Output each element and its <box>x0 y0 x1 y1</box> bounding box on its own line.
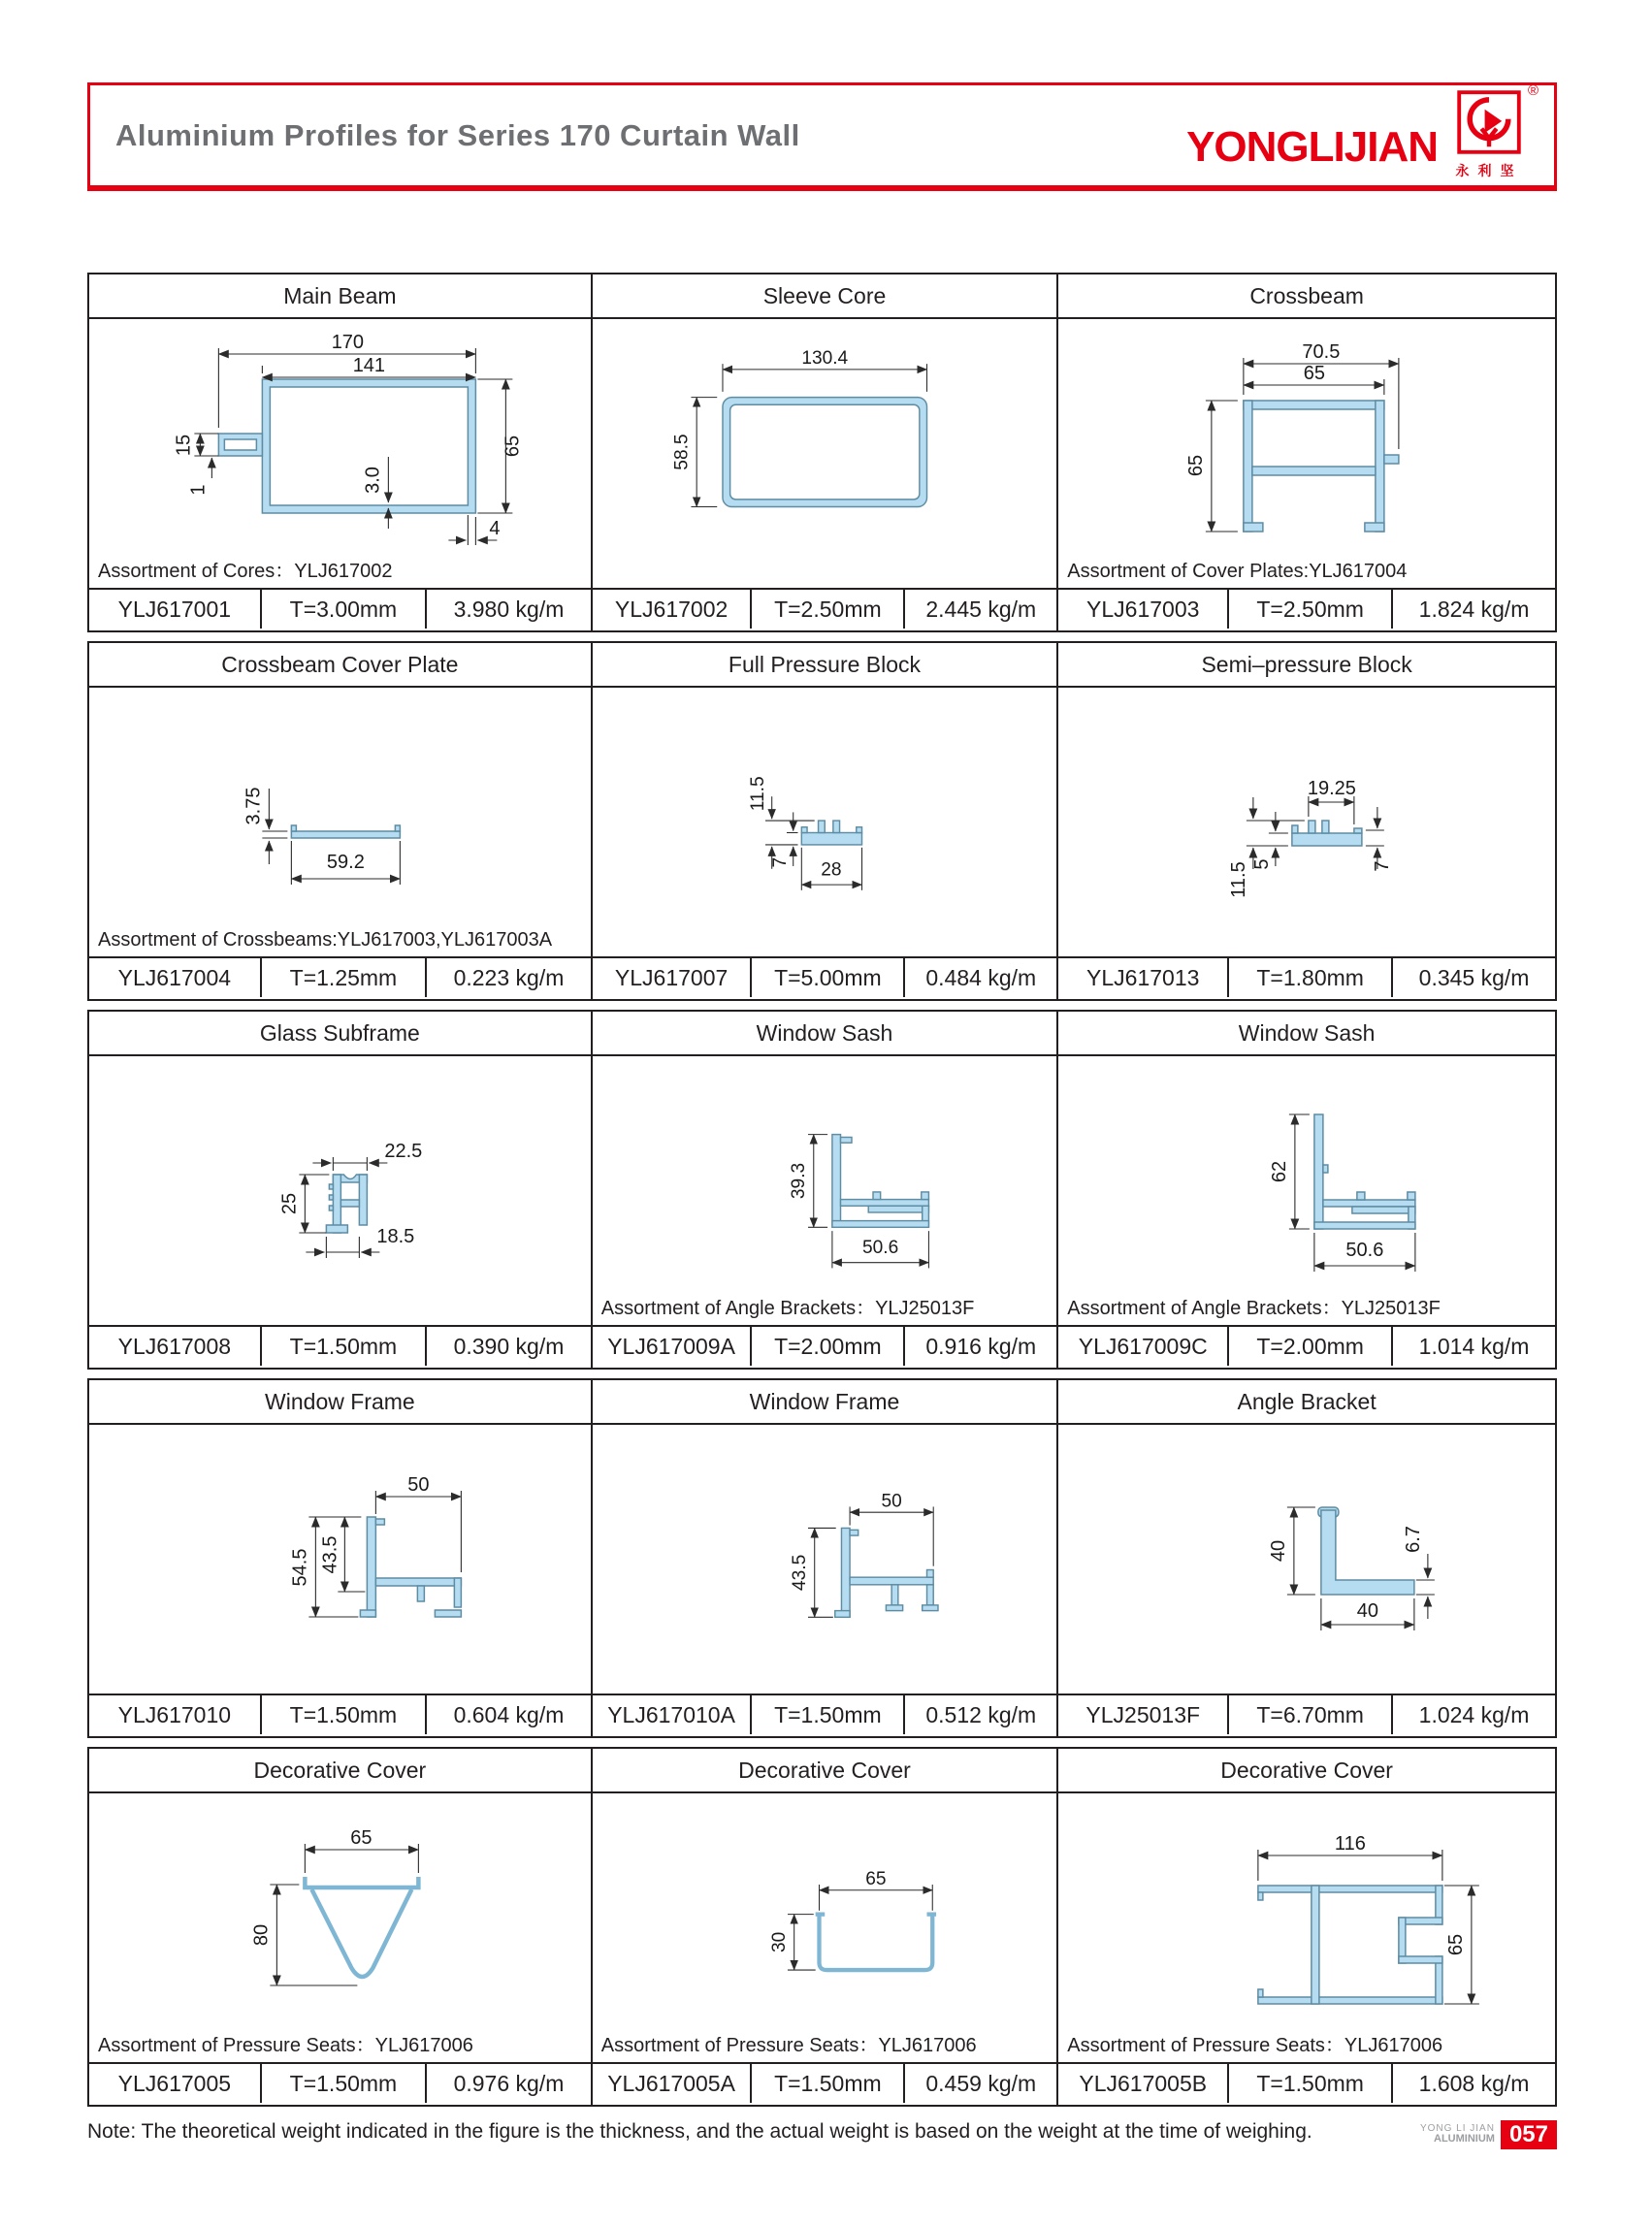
dim-label: 25 <box>278 1192 301 1215</box>
dim-label: 40 <box>1356 1600 1379 1622</box>
thickness: T=1.50mm <box>260 1695 426 1734</box>
card-window-frame-a <box>591 1380 1056 1736</box>
footer-brand-text <box>1420 2124 1495 2145</box>
info-row <box>1058 588 1555 629</box>
dim-label: 170 <box>331 332 365 353</box>
footer-brand-line1: YONG LI JIAN <box>1419 2122 1495 2134</box>
part-number: YLJ617010 <box>117 1701 232 1727</box>
drawing-area <box>593 1056 1056 1325</box>
weight: 1.608 kg/m <box>1391 2064 1555 2103</box>
drawing-area <box>593 688 1056 956</box>
dim-label: 7 <box>769 856 791 868</box>
grid-row-2 <box>87 641 1557 1001</box>
dim-label: 43.5 <box>319 1535 341 1574</box>
brand-chinese-name: 永利坚 <box>1455 163 1523 178</box>
profile-title: Crossbeam <box>1058 274 1555 319</box>
dim-label: 62 <box>1269 1160 1291 1183</box>
dim-label: 50 <box>881 1491 902 1512</box>
part-number: YLJ617010A <box>607 1701 735 1727</box>
profile-title: Full Pressure Block <box>593 643 1056 688</box>
weight: 0.484 kg/m <box>903 958 1056 997</box>
drawing-area <box>1058 1793 1555 2062</box>
card-full-pressure-block <box>591 643 1056 999</box>
dim-label: 39.3 <box>788 1162 809 1200</box>
weight: 1.824 kg/m <box>1391 590 1555 629</box>
info-row <box>89 588 591 629</box>
profile-title: Decorative Cover <box>1058 1749 1555 1793</box>
dim-label: 19.25 <box>1308 778 1357 799</box>
profile-title: Decorative Cover <box>89 1749 591 1793</box>
info-row <box>1058 956 1555 997</box>
card-semi-pressure-block <box>1056 643 1555 999</box>
thickness: T=3.00mm <box>260 590 426 629</box>
drawing-area <box>1058 1425 1555 1694</box>
thickness: T=1.80mm <box>1227 958 1391 997</box>
dim-label: 54.5 <box>289 1548 311 1587</box>
info-row <box>1058 1694 1555 1734</box>
weight: 0.390 kg/m <box>425 1327 591 1366</box>
thickness: T=1.50mm <box>1227 2064 1391 2103</box>
info-row <box>593 588 1056 629</box>
profile-title: Crossbeam Cover Plate <box>89 643 591 688</box>
assortment-note: Assortment of Cores：YLJ617002 <box>98 561 393 582</box>
part-number: YLJ617005A <box>607 2070 735 2096</box>
info-row <box>89 2062 591 2103</box>
dim-label: 59.2 <box>326 852 365 873</box>
dim-label: 58.5 <box>671 434 693 470</box>
assortment-note: Assortment of Pressure Seats：YLJ617006 <box>98 2035 473 2056</box>
dim-label: 65 <box>1303 363 1326 384</box>
info-row <box>593 2062 1056 2103</box>
dim-label: 18.5 <box>376 1226 415 1247</box>
part-number: YLJ617003 <box>1086 596 1200 622</box>
weight: 0.916 kg/m <box>903 1327 1056 1366</box>
dim-label: 65 <box>1445 1933 1468 1956</box>
dim-label: 43.5 <box>789 1554 810 1591</box>
window-frame-drawing <box>89 1425 591 1694</box>
brand-wordmark: YONGLIJIAN <box>1186 123 1438 171</box>
part-number: YLJ617005B <box>1079 2070 1208 2096</box>
dim-label: 3.75 <box>243 787 265 825</box>
dim-label: 4 <box>489 518 501 539</box>
dim-label: 6.7 <box>1403 1526 1425 1553</box>
weight: 2.445 kg/m <box>903 590 1056 629</box>
card-main-beam <box>89 274 591 630</box>
dim-label: 116 <box>1335 1833 1367 1855</box>
dim-label: 5 <box>1251 858 1274 870</box>
weight: 0.345 kg/m <box>1391 958 1555 997</box>
footer-brand-area <box>1420 2120 1557 2149</box>
registered-trademark-icon: ® <box>1527 82 1539 99</box>
page-header <box>87 82 1557 191</box>
dim-label: 1 <box>187 484 210 496</box>
glass-subframe-drawing <box>89 1056 591 1325</box>
footer-brand-line2: ALUMINIUM <box>1434 2133 1495 2145</box>
thickness: T=2.00mm <box>750 1327 903 1366</box>
profile-grid <box>87 273 1557 2107</box>
yonglijian-logo-icon <box>1457 90 1521 154</box>
dim-label: 28 <box>821 859 842 881</box>
drawing-area <box>593 319 1056 588</box>
full-pressure-block-drawing <box>593 688 1056 956</box>
dim-label: 65 <box>502 435 524 458</box>
profile-title: Window Frame <box>89 1380 591 1425</box>
catalog-page <box>87 82 1557 2149</box>
brand-area <box>1186 82 1539 180</box>
thickness: T=1.50mm <box>750 2064 903 2103</box>
main-beam-drawing <box>89 319 591 588</box>
dim-label: 40 <box>1268 1539 1290 1563</box>
weight: 0.604 kg/m <box>425 1695 591 1734</box>
window-sash-drawing <box>593 1056 1056 1325</box>
info-row <box>593 1694 1056 1734</box>
weight: 0.512 kg/m <box>903 1695 1056 1734</box>
drawing-area <box>89 1056 591 1325</box>
drawing-area <box>89 688 591 956</box>
info-row <box>89 1325 591 1366</box>
thickness: T=1.50mm <box>260 2064 426 2103</box>
weight: 1.024 kg/m <box>1391 1695 1555 1734</box>
dim-label: 70.5 <box>1302 341 1341 363</box>
grid-row-4 <box>87 1378 1557 1738</box>
drawing-area <box>1058 319 1555 588</box>
assortment-note: Assortment of Cover Plates:YLJ617004 <box>1067 561 1408 582</box>
card-window-frame <box>89 1380 591 1736</box>
assortment-note: Assortment of Crossbeams:YLJ617003,YLJ617003A <box>98 929 553 951</box>
drawing-area <box>1058 688 1555 956</box>
weight: 0.459 kg/m <box>903 2064 1056 2103</box>
card-glass-subframe <box>89 1012 591 1368</box>
part-number: YLJ617009C <box>1078 1333 1208 1359</box>
info-row <box>1058 1325 1555 1366</box>
card-window-sash-a <box>591 1012 1056 1368</box>
grid-row-3 <box>87 1010 1557 1370</box>
assortment-note: Assortment of Pressure Seats：YLJ617006 <box>600 2035 977 2056</box>
part-number: YLJ617001 <box>117 596 232 622</box>
thickness: T=5.00mm <box>750 958 903 997</box>
dim-label: 50.6 <box>1345 1240 1384 1261</box>
grid-row-1 <box>87 273 1557 632</box>
profile-title: Window Sash <box>593 1012 1056 1056</box>
info-row <box>593 956 1056 997</box>
thickness: T=2.50mm <box>750 590 903 629</box>
profile-title: Window Frame <box>593 1380 1056 1425</box>
dim-label: 65 <box>350 1827 373 1849</box>
profile-title: Sleeve Core <box>593 274 1056 319</box>
profile-title: Decorative Cover <box>593 1749 1056 1793</box>
sleeve-core-drawing <box>593 319 1056 588</box>
card-decorative-cover-v <box>89 1749 591 2105</box>
card-decorative-cover-u <box>591 1749 1056 2105</box>
profile-title: Semi–pressure Block <box>1058 643 1555 688</box>
part-number: YLJ617004 <box>117 964 232 990</box>
profile-title: Main Beam <box>89 274 591 319</box>
semi-pressure-block-drawing <box>1058 688 1555 956</box>
part-number: YLJ617002 <box>614 596 729 622</box>
thickness: T=1.50mm <box>260 1327 426 1366</box>
info-row <box>89 1694 591 1734</box>
brand-logo <box>1451 82 1539 180</box>
thickness: T=1.50mm <box>750 1695 903 1734</box>
card-decorative-cover-b <box>1056 1749 1555 2105</box>
decorative-cover-drawing <box>89 1793 591 2062</box>
assortment-note: Assortment of Angle Brackets：YLJ25013F <box>1067 1298 1441 1319</box>
thickness: T=6.70mm <box>1227 1695 1391 1734</box>
info-row <box>1058 2062 1555 2103</box>
info-row <box>593 1325 1056 1366</box>
weight: 3.980 kg/m <box>425 590 591 629</box>
dim-label: 130.4 <box>801 348 848 370</box>
assortment-note: Assortment of Angle Brackets：YLJ25013F <box>600 1298 975 1319</box>
part-number: YLJ617007 <box>614 964 729 990</box>
window-sash-drawing <box>1058 1056 1555 1325</box>
info-row <box>89 956 591 997</box>
dim-label: 15 <box>173 434 195 457</box>
card-window-sash-c <box>1056 1012 1555 1368</box>
dim-label: 141 <box>352 355 386 376</box>
weight: 0.976 kg/m <box>425 2064 591 2103</box>
grid-row-5 <box>87 1747 1557 2107</box>
weight: 1.014 kg/m <box>1391 1327 1555 1366</box>
card-sleeve-core <box>591 274 1056 630</box>
dim-label: 11.5 <box>1228 861 1250 898</box>
card-angle-bracket <box>1056 1380 1555 1736</box>
decorative-cover-drawing <box>593 1793 1056 2062</box>
drawing-area <box>89 1793 591 2062</box>
card-crossbeam-cover-plate <box>89 643 591 999</box>
weight: 0.223 kg/m <box>425 958 591 997</box>
drawing-area <box>593 1793 1056 2062</box>
crossbeam-cover-plate-drawing <box>89 688 591 956</box>
drawing-area <box>593 1425 1056 1694</box>
drawing-area <box>1058 1056 1555 1325</box>
profile-title: Glass Subframe <box>89 1012 591 1056</box>
thickness: T=2.00mm <box>1227 1327 1391 1366</box>
dim-label: 3.0 <box>362 467 384 494</box>
drawing-area <box>89 319 591 588</box>
part-number: YLJ617008 <box>117 1333 232 1359</box>
angle-bracket-drawing <box>1058 1425 1555 1694</box>
dim-label: 7 <box>1372 860 1394 872</box>
dim-label: 30 <box>768 1931 790 1952</box>
dim-label: 11.5 <box>747 776 768 812</box>
dim-label: 50.6 <box>861 1238 899 1259</box>
footer-note: Note: The theoretical weight indicated in the figure is the thickness, and the actual weight is based on the weight at the time of weighing. <box>87 2120 1312 2143</box>
dim-label: 80 <box>250 1923 273 1947</box>
page-title: Aluminium Profiles for Series 170 Curtain Wall <box>115 117 800 152</box>
profile-title: Angle Bracket <box>1058 1380 1555 1425</box>
thickness: T=1.25mm <box>260 958 426 997</box>
dim-label: 65 <box>864 1869 887 1890</box>
page-footer <box>87 2120 1557 2149</box>
page-number-badge: 057 <box>1501 2120 1557 2149</box>
profile-title: Window Sash <box>1058 1012 1555 1056</box>
dim-label: 22.5 <box>384 1141 423 1162</box>
dim-label: 50 <box>407 1474 430 1496</box>
crossbeam-drawing <box>1058 319 1555 588</box>
assortment-note: Assortment of Pressure Seats：YLJ617006 <box>1067 2035 1443 2056</box>
drawing-area <box>89 1425 591 1694</box>
window-frame-drawing <box>593 1425 1056 1694</box>
dim-label: 65 <box>1185 454 1208 477</box>
part-number: YLJ617013 <box>1086 964 1200 990</box>
decorative-cover-drawing <box>1058 1793 1555 2062</box>
card-crossbeam <box>1056 274 1555 630</box>
part-number: YLJ617005 <box>117 2070 232 2096</box>
part-number: YLJ617009A <box>607 1333 735 1359</box>
part-number: YLJ25013F <box>1085 1701 1201 1727</box>
thickness: T=2.50mm <box>1227 590 1391 629</box>
